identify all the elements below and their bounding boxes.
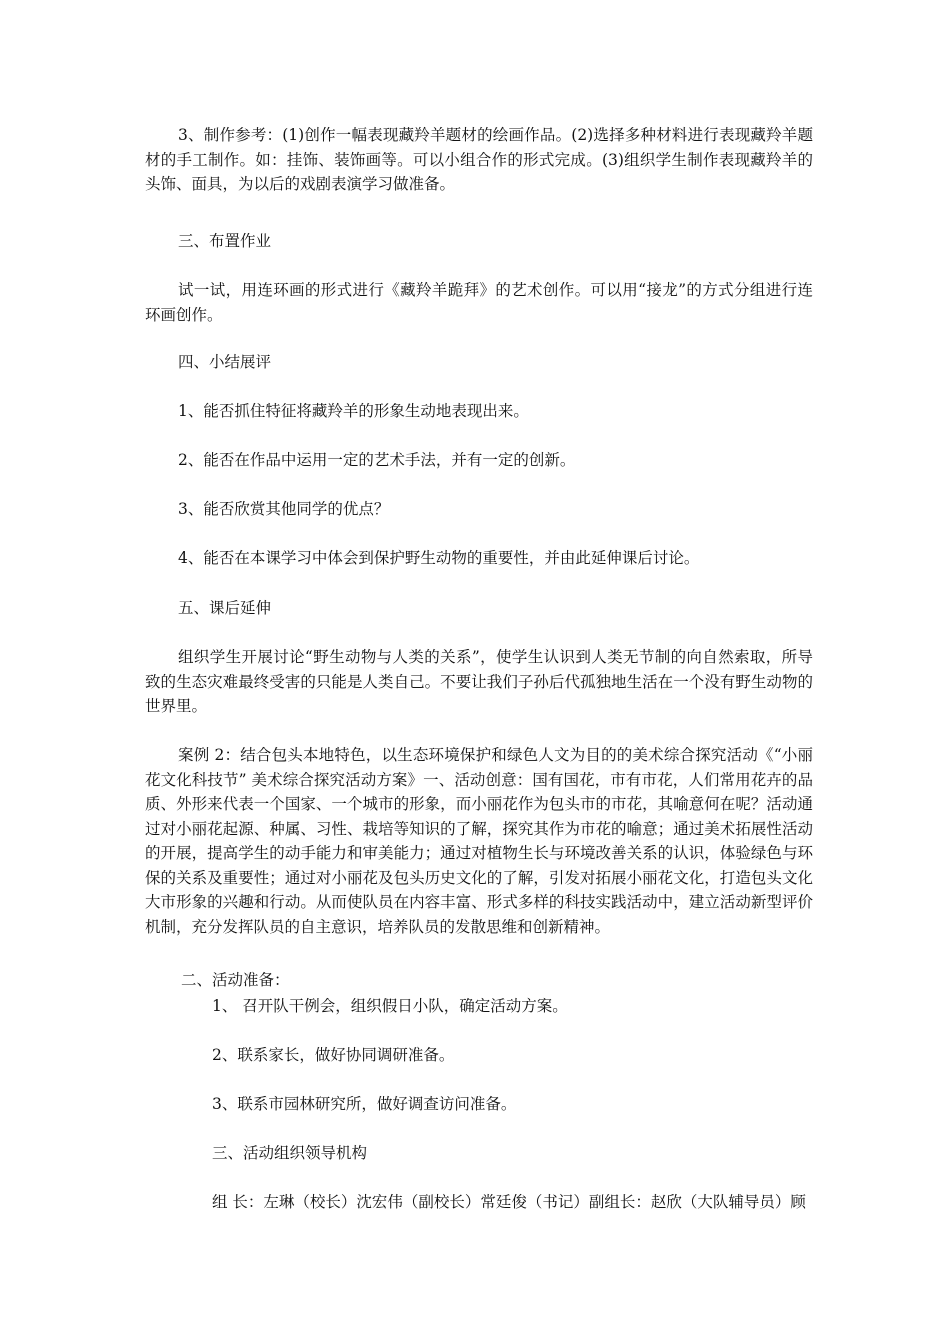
heading-activity-preparation: 二、活动准备： xyxy=(181,971,290,989)
review-item-4: 4、能否在本课学习中体会到保护野生动物的重要性，并由此延伸课后讨论。 xyxy=(178,549,700,567)
paragraph-homework: 试一试，用连环画的形式进行《藏羚羊跪拜》的艺术创作。可以用“接龙”的方式分组进行连环画创作。 xyxy=(145,281,813,324)
heading-extension: 五、课后延伸 xyxy=(178,599,272,617)
heading-summary-review: 四、小结展评 xyxy=(178,353,272,371)
heading-assign-homework: 三、布置作业 xyxy=(178,232,272,250)
paragraph-case-2: 案例 2：结合包头本地特色，以生态环境保护和绿色人文为目的的美术综合探究活动《“小丽花文化科技节” 美术综合探究活动方案》一、活动创意：国有国花，市有市花，人们常用花卉的品质、外形来代表一个国家、一个城市的形象，而小丽花作为包头市的市花，其喻意何在呢？活动通过对小丽花起源、种属、习性、栽培等知识的了解，探究其作为市花的喻意；通过美术拓展性活动的开展，提高学生的动手能力和审美能力；通过对植物生长与环境改善关系的认识，体验绿色与环保的关系及重要性；通过对小丽花及包头历史文化的了解，引发对拓展小丽花文化，打造包头文化大市形象的兴趣和行动。从而使队员在内容丰富、形式多样的科技实践活动中，建立活动新型评价机制，充分发挥队员的自主意识，培养队员的发散思维和创新精神。 xyxy=(145,746,813,936)
preparation-item-1: 1、 召开队干例会，组织假日小队，确定活动方案。 xyxy=(212,997,568,1015)
leadership-members: 组 长：左琳（校长）沈宏伟（副校长）常廷俊（书记）副组长：赵欣（大队辅导员）顾 xyxy=(212,1193,806,1211)
heading-leadership: 三、活动组织领导机构 xyxy=(212,1144,368,1162)
preparation-item-2: 2、联系家长，做好协同调研准备。 xyxy=(212,1046,455,1064)
paragraph-production-reference: 3、制作参考：(1)创作一幅表现藏羚羊题材的绘画作品。(2)选择多种材料进行表现藏羚羊题材的手工制作。如：挂饰、装饰画等。可以小组合作的形式完成。(3)组织学生制作表现藏羚羊的头饰、面具，为以后的戏剧表演学习做准备。 xyxy=(145,126,813,193)
review-item-3: 3、能否欣赏其他同学的优点？ xyxy=(178,500,390,518)
review-item-1: 1、能否抓住特征将藏羚羊的形象生动地表现出来。 xyxy=(178,402,529,420)
review-item-2: 2、能否在作品中运用一定的艺术手法，并有一定的创新。 xyxy=(178,451,576,469)
preparation-item-3: 3、联系市园林研究所，做好调查访问准备。 xyxy=(212,1095,517,1113)
paragraph-extension: 组织学生开展讨论“野生动物与人类的关系”，使学生认识到人类无节制的向自然索取，所导致的生态灾难最终受害的只能是人类自己。不要让我们子孙后代孤独地生活在一个没有野生动物的世界里。 xyxy=(145,648,813,715)
